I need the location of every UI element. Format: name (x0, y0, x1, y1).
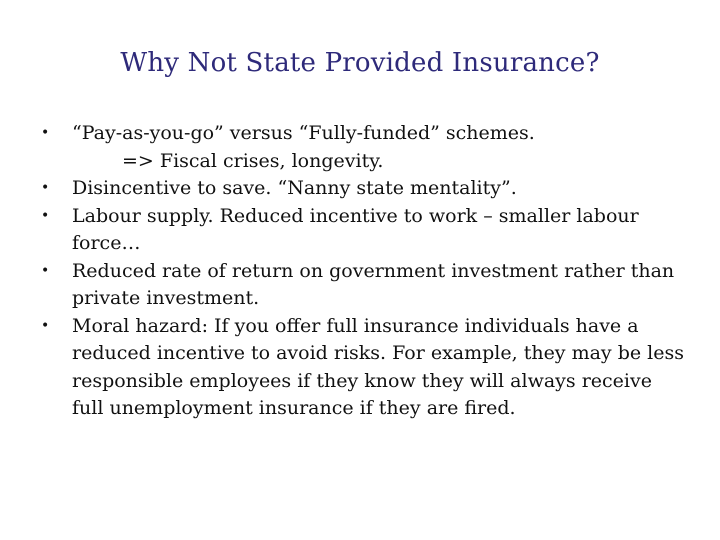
bullet-item (38, 120, 688, 175)
bullet-item (38, 313, 688, 423)
bullet-item (38, 175, 688, 203)
bullet-item (38, 258, 688, 313)
bullet-dot-icon: • (41, 180, 50, 196)
bullet-dot-icon: • (41, 125, 50, 141)
bullet-text: Moral hazard: If you offer full insurance individuals have a reduced incentive to avoid risks. For example, they may be less responsible employees if they know they will always receive full unemployment insurance if they are fired. (72, 314, 684, 419)
bullet-text: Disincentive to save. “Nanny state mentality”. (72, 177, 517, 199)
bullet-dot-icon: • (41, 207, 50, 224)
bullet-dot-icon: • (41, 317, 50, 334)
bullet-list (38, 120, 688, 423)
bullet-text: Labour supply. Reduced incentive to work – smaller labour force… (72, 204, 639, 254)
bullet-subtext: => Fiscal crises, longevity. (122, 149, 384, 172)
slide-title: Why Not State Provided Insurance? (120, 48, 600, 78)
bullet-text: Reduced rate of return on government investment rather than private investment. (72, 259, 675, 309)
bullet-item (38, 203, 688, 258)
bullet-text: “Pay-as-you-go” versus “Fully-funded” schemes. (72, 122, 535, 144)
bullet-dot-icon: • (41, 262, 50, 279)
